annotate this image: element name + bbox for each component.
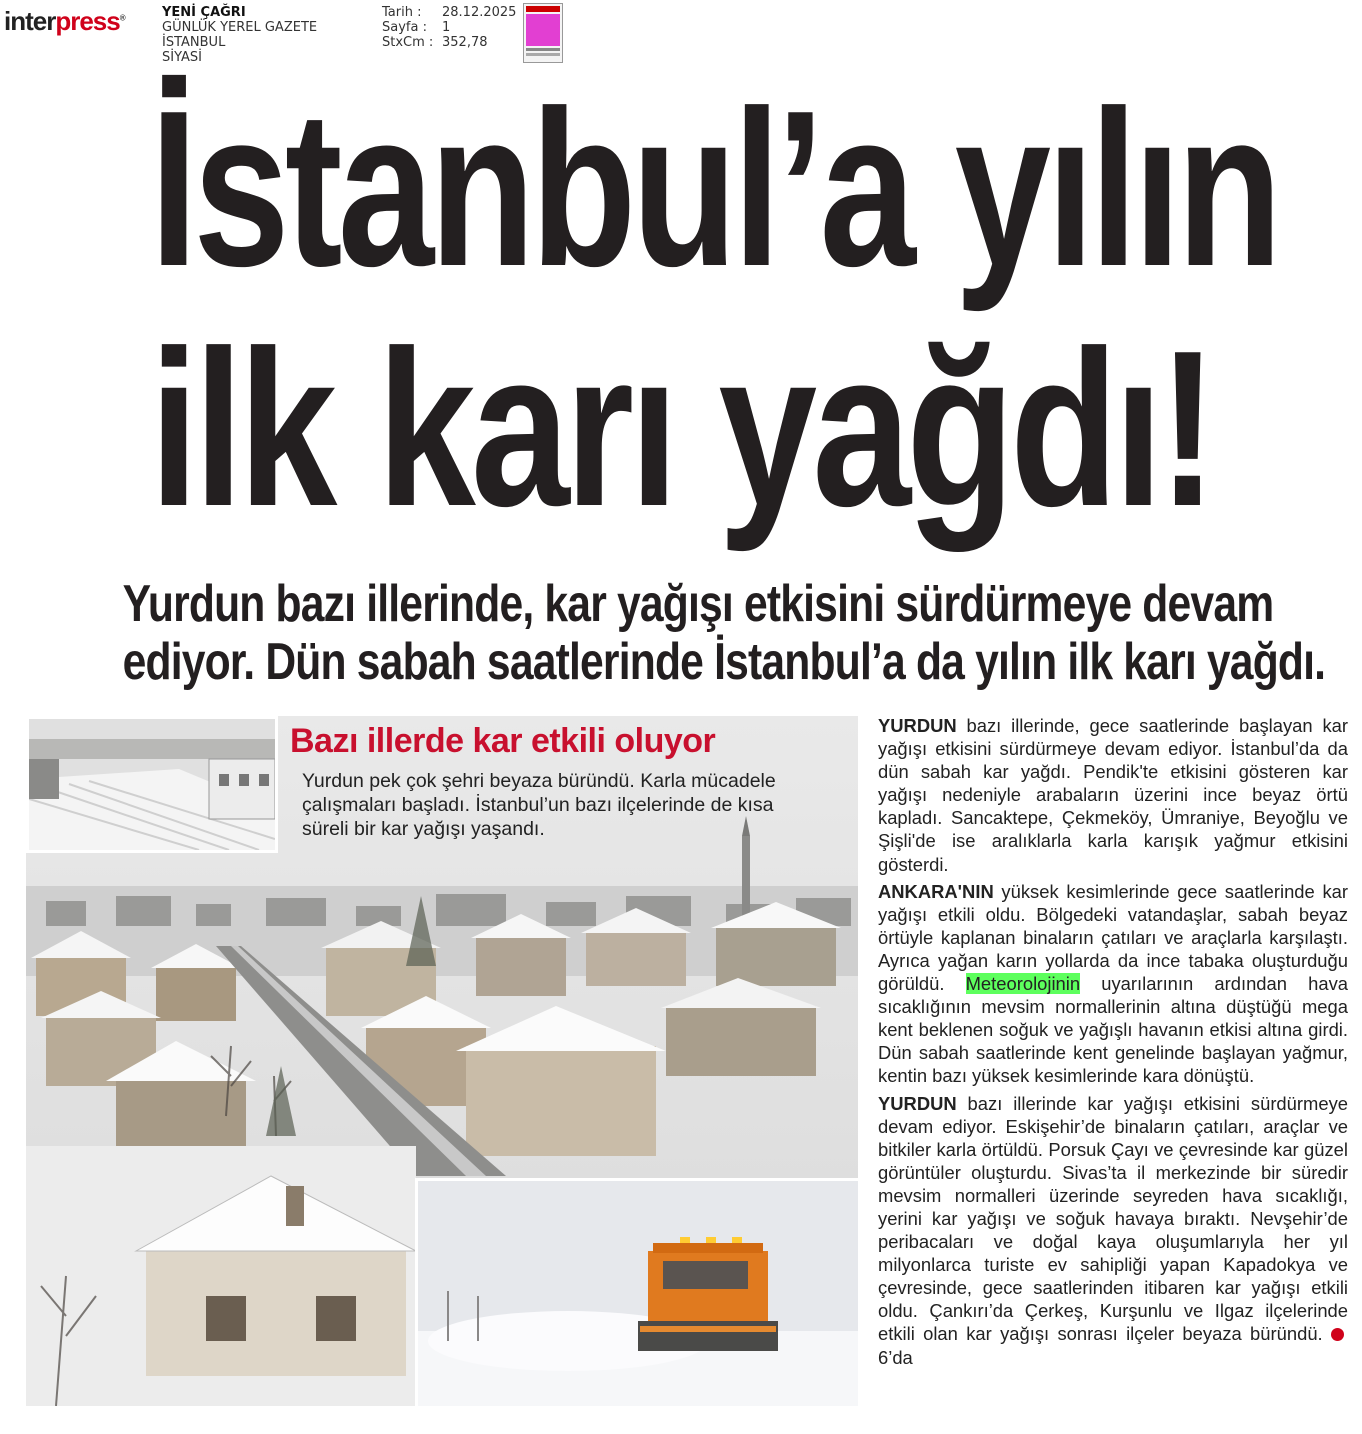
continued-on-page[interactable]: 6’da bbox=[878, 1346, 913, 1368]
article-paragraph-3: YURDUN bazı illerinde kar yağışı etkisini sürdürmeye devam ediyor. Eskişehir’de binaların çatıları, araçlar ve bitkiler karla örtüldü. Porsuk Çayı ve çevresinde kar güzel görüntüler oluşturdu. Sivas’ta il merkezinde bir süredir mevsim normalleri üzerinde seyreden hava sıcaklığı, yerini kar yağışı ve soğuk havaya bıraktı. Nevşehir’de peribacaları ve doğal kaya oluşumlarıyla her yıl milyonlarca turiste ev sahipliği yapan Kapadokya ve çevresinde, gece saatlerinden itibaren kar yağışı etkili oldu. Çankırı’da Çerkeş, Kurşunlu ve Ilgaz ilçelerinde etkili olan kar yağışı sonrası ilçeler beyaza büründü. 6’da bbox=[878, 1092, 1348, 1368]
snowplow-photo bbox=[415, 1178, 861, 1409]
headline-line-2: ilk karı yağdı! bbox=[149, 305, 1213, 553]
publication-category: SİYASİ bbox=[162, 50, 202, 65]
interpress-logo: interpress® bbox=[4, 6, 125, 36]
snowy-rooftops-inset-photo bbox=[26, 716, 278, 853]
highlighted-keyword: Meteorolojinin bbox=[965, 973, 1081, 995]
bullet-icon bbox=[1331, 1328, 1344, 1341]
publication-type: GÜNLÜK YEREL GAZETE bbox=[162, 20, 318, 35]
paragraph-lead: YURDUN bbox=[878, 1092, 957, 1114]
paragraph-lead: YURDUN bbox=[878, 715, 957, 736]
article-paragraph-1: YURDUN bazı illerinde, gece saatlerinde başlayan kar yağışı etkisini sürdürmeye devam ediyor. İstanbul’da da dün sabah kar yağdı. Pendik'te etkisini gösteren kar yağışı nedeniyle arabaların üzerini ince beyaz örtü kapladı. Sancaktepe, Çekmeköy, Ümraniye, Beyoğlu ve Şişli'de ise aralıklarla karla karışık yağmur etkisini gösterdi. bbox=[878, 715, 1348, 875]
headline-line-1: İstanbul’a yılın bbox=[149, 65, 1278, 313]
info-date: Tarih : 28.12.2025 bbox=[382, 5, 517, 20]
info-page: Sayfa : 1 bbox=[382, 20, 451, 35]
subheadline-line-1: Yurdun bazı illerinde, kar yağışı etkisini sürdürmeye devam bbox=[122, 575, 1274, 633]
page-thumbnail[interactable] bbox=[523, 3, 563, 63]
caption-title: Bazı illerde kar etkili oluyor bbox=[290, 722, 716, 760]
clipping-info bbox=[382, 5, 516, 50]
subheadline-line-2: ediyor. Dün sabah saatlerinde İstanbul’a da yılın ilk karı yağdı. bbox=[122, 633, 1326, 691]
caption-text: Yurdun pek çok şehri beyaza büründü. Karla mücadele çalışmaları başladı. İstanbul’un bazı ilçelerinde de kısa süreli bir kar yağışı yaşandı. bbox=[302, 770, 776, 840]
publication-name: YENİ ÇAĞRI bbox=[162, 5, 246, 20]
article-paragraph-2: ANKARA'NIN yüksek kesimlerinde gece saatlerinde kar yağışı etkili oldu. Bölgedeki vatandaşlar, sabah beyaz örtüyle kaplanan binaların çatıları ve araçlarla karşılaştı. Ayrıca yağan karın yollarda da ince tabaka oluşturduğu görüldü. Meteorolojinin uyarılarının ardından hava sıcaklığının mevsim normallerinin altına düştüğü mega kent beklenen soğuk ve yağışlı havanın etkisi altına girdi. Dün sabah saatlerinde kent genelinde başlayan yağmur, kentin bazı yüksek kesimlerinde kara dönüştü. bbox=[878, 880, 1348, 1087]
info-stxcm: StxCm : 352,78 bbox=[382, 35, 488, 50]
paragraph-lead: ANKARA'NIN bbox=[878, 880, 994, 902]
article-body bbox=[878, 714, 1348, 1373]
photo-caption bbox=[290, 722, 850, 841]
publication-city: İSTANBUL bbox=[162, 35, 226, 50]
publication-info bbox=[162, 5, 317, 65]
